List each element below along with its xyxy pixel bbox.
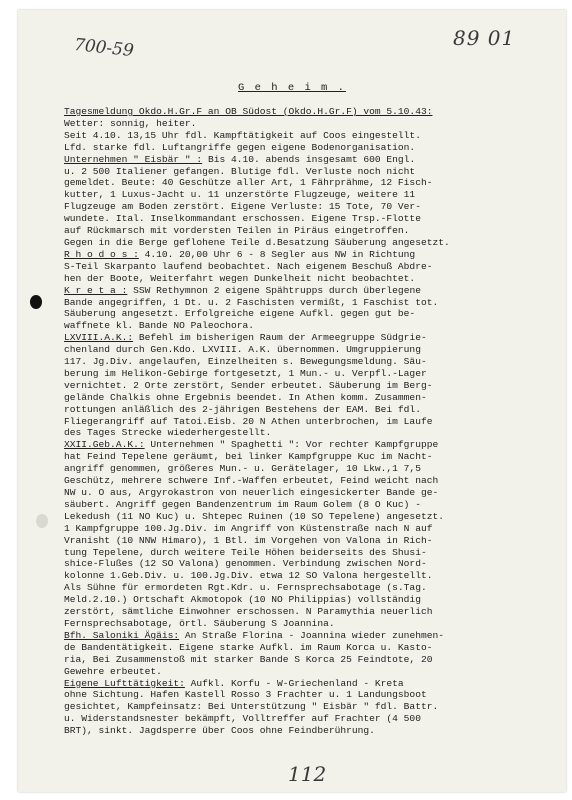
line-text: de Bandentätigkeit. Eigene starke Aufkl. im Raum Korca u. Kasto- [64,641,433,653]
line-text: berung im Helikon-Gebirge fortgesetzt, 1 Mun.- u. Verpfl.-Lager [64,367,427,379]
line-text: u. Widerstandsnester bekämpft, Volltreffer auf Frachter (4 500 [64,713,421,725]
line-text: gemeldet. Beute: 40 Geschütze aller Art, 1 Fährprähme, 12 Fisch- [64,177,433,189]
line-text: Geschütz, mehrere schwere Inf.-Waffen erbeutet, Feind weicht nach [64,475,439,487]
line-text: Gewehre erbeutet. [64,665,162,677]
text-line [64,368,564,380]
line-text: rottungen anläßlich des 2-jährigen Bestehens der EAM. Bei fdl. [64,403,421,415]
line-text: Flugzeuge am Boden zerstört. Eigene Verluste: 15 Tote, 70 Ver- [64,201,421,213]
text-line [64,201,564,213]
text-line [64,308,564,320]
line-text: Säuberung angesetzt. Erfolgreiche eigene Aufkl. gegen gut be- [64,308,416,320]
text-line [64,225,564,237]
section-label: Unternehmen " Eisbär " : [64,153,203,165]
line-text: tung Tepelene, durch weitere Teile Höhen beiderseits des Shusi- [64,546,427,558]
line-text: chenland durch Gen.Kdo. LXVIII. A.K. übernommen. Umgruppierung [64,344,421,356]
text-line [64,320,564,332]
line-text: hat Feind Tepelene geräumt, bei linker Kampfgruppe Kuc im Nacht- [64,451,433,463]
handwritten-footer-mark: 112 [288,762,327,786]
line-text: vernichtet. 2 Orte zerstört, Sender erbeutet. Säuberung im Berg- [64,379,433,391]
text-line [64,558,564,570]
text-line [64,249,564,261]
text-line [64,380,564,392]
line-text: Aufkl. Korfu - W-Griechenland - Kreta [184,677,404,689]
text-line [64,273,564,285]
text-line [64,689,564,701]
text-line [64,427,564,439]
line-text: Unternehmen " Spaghetti ": Vor rechter Kampfgruppe [144,439,439,451]
text-line [64,678,564,690]
line-text: gelände Chalkis ohne Ergebnis beendet. In Athen komm. Zusammen- [64,391,427,403]
text-line [64,166,564,178]
text-line [64,118,564,130]
handwritten-page-number: 89 01 [453,26,516,50]
text-line [64,451,564,463]
line-text: Lfd. starke fdl. Luftangriffe gegen eigene Bodenorganisation. [64,141,416,153]
text-line [64,701,564,713]
punch-hole-top [30,295,42,309]
text-line [64,356,564,368]
line-text: Bis 4.10. abends insgesamt 600 Engl. [202,153,416,165]
text-line [64,285,564,297]
document-page [18,10,566,792]
line-text: SSW Rethymnon 2 eigene Spähtrupps durch überlegene [127,284,421,296]
text-line [64,439,564,451]
line-text: Vranisht (10 NNW Himaro), 1 Btl. im Vorgehen von Valona in Rich- [64,534,433,546]
text-line [64,189,564,201]
text-line [64,630,564,642]
text-line [64,261,564,273]
line-text: BRT), sinkt. Jagdsperre über Coos ohne Feindberührung. [64,725,375,737]
text-line [64,416,564,428]
section-label: Bfh. Saloniki Ägäis: [64,629,180,641]
text-line [64,130,564,142]
line-text: kolonne 1.Geb.Div. u. 100.Jg.Div. etwa 12 SO Valona hergestellt. [64,570,433,582]
line-text: gesichtet, Kampfeinsatz: Bei Unterstützung " Eisbär " fdl. Battr. [64,701,439,713]
line-text: auf Rückmarsch mit vordersten Teilen in Piräus eingetroffen. [64,225,410,237]
text-line [64,511,564,523]
text-line [64,332,564,344]
text-line [64,237,564,249]
section-label: K r e t a : [64,284,128,296]
text-line [64,523,564,535]
text-line [64,594,564,606]
text-line [64,535,564,547]
text-line [64,666,564,678]
text-line [64,547,564,559]
line-text: NW u. O aus, Argyrokastron von neuerlich eingesickerter Bande ge- [64,487,439,498]
section-label: Eigene Lufttätigkeit: [64,677,185,689]
line-text: Fernsprechsabotage, örtl. Säuberung S Joannina. [64,617,335,629]
text-line [64,106,564,118]
line-text: säubert. Angriff gegen Bandenzentrum im Raum Golem (8 O Kuc) - [64,498,421,510]
punch-hole-bottom [36,514,48,528]
line-text: Befehl im bisherigen Raum der Armeegruppe Südgrie- [133,332,427,344]
text-line [64,475,564,487]
line-text: waffnete kl. Bande NO Paleochora. [64,320,254,332]
text-line [64,392,564,404]
line-text: Gegen in die Berge geflohene Teile d.Besatzung Säuberung angesetzt. [64,236,450,248]
line-text: ohne Sichtung. Hafen Kastell Rosso 3 Frachter u. 1 Landungsboot [64,689,427,701]
line-text: hen der Boote, Weiterfahrt wegen Dunkelheit nicht beobachtet. [64,272,416,284]
text-line [64,499,564,511]
section-label: R h o d o s : [64,248,139,260]
line-text: 117. Jg.Div. angelaufen, Einzelheiten s. Bewegungsmeldung. Säu- [64,356,427,368]
line-text: S-Teil Skarpanto laufend beobachtet. Nach eigenem Beschuß Abdre- [64,260,433,272]
text-line [64,344,564,356]
text-line [64,642,564,654]
line-text: Als Sühne für ermordeten Rgt.Kdr. u. Fernsprechsabotage (s.Tag. [64,582,427,594]
section-label: LXVIII.A.K.: [64,332,134,344]
line-text: des Tages Strecke wiederhergestellt. [64,427,272,439]
text-line [64,713,564,725]
line-text: Lekedush (11 NO Kuc) u. Shtepec Ruinen (10 SO Tepelene) angesetzt. [64,510,444,522]
text-line [64,725,564,737]
line-text: shice-Flußes (12 SO Valona) genommen. Verbindung zwischen Nord- [64,558,427,570]
line-text: kutter, 1 Luxus-Jacht u. 11 unzerstörte Flugzeuge, weitere 11 [64,189,416,201]
text-line [64,177,564,189]
text-line [64,582,564,594]
line-text: An Straße Florina - Joannina wieder zunehmen- [179,629,444,641]
text-line [64,154,564,166]
document-body [64,106,564,737]
line-text: Seit 4.10. 13,15 Uhr fdl. Kampftätigkeit auf Coos eingestellt. [64,129,421,141]
line-text: 1 Kampfgruppe 100.Jg.Div. im Angriff von Küstenstraße nach N auf [64,522,433,534]
line-text: u. 2 500 Italiener gefangen. Blutige fdl. Verluste noch nicht [64,165,416,177]
handwritten-reference-number: 700-59 [73,34,135,62]
line-text: Meld.2.10.) Ortschaft Akmotopok (10 NO Philippias) vollständig [64,594,421,606]
text-line [64,618,564,630]
text-line [64,404,564,416]
line-text: wundete. Ital. Inselkommandant erschossen. Eigene Trsp.-Flotte [64,213,421,225]
line-text: Wetter: sonnig, heiter. [64,117,197,129]
document-heading: G e h e i m . [238,82,346,94]
line-text: Bande angegriffen, 1 Dt. u. 2 Faschisten vermißt, 1 Faschist tot. [64,296,439,308]
section-label: XXII.Geb.A.K.: [64,439,145,451]
text-line [64,213,564,225]
text-line [64,487,564,499]
line-text: Fliegerangriff auf Tatoi.Eisb. 20 N Athen unterbrochen, im Laufe [64,415,433,427]
section-label: Tagesmeldung Okdo.H.Gr.F an OB Südost (Okdo.H.Gr.F) vom 5.10.43: [64,106,433,117]
text-line [64,654,564,666]
text-line [64,297,564,309]
text-line [64,570,564,582]
text-line [64,463,564,475]
line-text: angriff genommen, größeres Mun.- u. Gerätelager, 10 Lkw.,1 7,5 [64,463,421,475]
text-line [64,606,564,618]
text-line [64,142,564,154]
line-text: 4.10. 20,00 Uhr 6 - 8 Segler aus NW in Richtung [138,248,416,260]
line-text: zerstört, sämtliche Einwohner erschossen. N Paramythia neuerlich [64,606,433,618]
line-text: ria, Bei Zusammenstoß mit starker Bande S Korca 25 Feindtote, 20 [64,653,433,665]
